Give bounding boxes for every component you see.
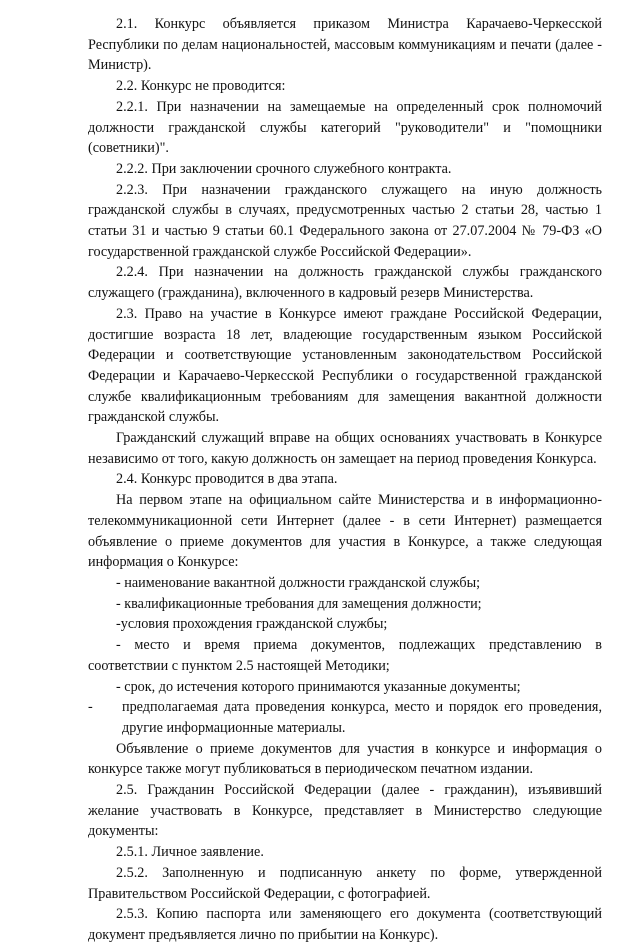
list-item-expected-date-text: предполагаемая дата проведения конкурса, место и порядок его проведения, другие информационные материалы. xyxy=(122,699,602,736)
paragraph-2-2-1: 2.2.1. При назначении на замещаемые на определенный срок полномочий должности гражданской службы категорий "руководители" и "помощники (советники)". xyxy=(88,98,602,157)
paragraph-civil-servant: Гражданский служащий вправе на общих основаниях участвовать в Конкурсе независимо от того, какую должность он замещает на период проведения Конкурса. xyxy=(88,430,602,467)
paragraph-2-5: 2.5. Гражданин Российской Федерации (далее - гражданин), изъявивший желание участвовать в Конкурсе, представляет в Министерство следующие документы: xyxy=(88,782,602,840)
list-item-vacancy-name: - наименование вакантной должности гражданской службы; xyxy=(116,574,481,591)
paragraph-2-5-3: 2.5.3. Копию паспорта или заменяющего его документа (соответствующий документ предъявляется лично по прибытии на Конкурс). xyxy=(88,906,602,943)
paragraph-2-1: 2.1. Конкурс объявляется приказом Министра Карачаево-Черкесской Республики по делам национальностей, массовым коммуникациям и печати (далее - Министр). xyxy=(88,16,602,74)
paragraph-announcement: Объявление о приеме документов для участия в конкурсе и информация о конкурсе также могут публиковаться в периодическом печатном издании. xyxy=(88,740,602,778)
list-dash: - xyxy=(88,699,93,716)
paragraph-2-2: 2.2. Конкурс не проводится: xyxy=(116,78,286,95)
list-item-qualification: - квалификационные требования для замещения должности; xyxy=(116,595,482,612)
paragraph-2-2-3: 2.2.3. При назначении гражданского служащего на иную должность гражданской службы в случаях, предусмотренных частью 2 статьи 28, частью 1 статьи 31 и частью 9 статьи 60.1 Федерального закона от 27.07.2004 № 79-ФЗ «О государственной гражданской службе Российской Федерации». xyxy=(88,181,602,260)
list-item-conditions: -условия прохождения гражданской службы; xyxy=(116,616,388,633)
paragraph-2-2-2: 2.2.2. При заключении срочного служебного контракта. xyxy=(116,160,452,177)
paragraph-2-5-2: 2.5.2. Заполненную и подписанную анкету по форме, утвержденной Правительством Российской Федерации, с фотографией. xyxy=(88,864,602,902)
paragraph-2-4: 2.4. Конкурс проводится в два этапа. xyxy=(116,471,338,488)
paragraph-2-5-1: 2.5.1. Личное заявление. xyxy=(116,844,264,861)
paragraph-first-stage: На первом этапе на официальном сайте Министерства и в информационно-телекоммуникационной сети Интернет (далее - в сети Интернет) размещается объявление о приеме документов для участия в Конкурсе, а также следующая информация о Конкурсе: xyxy=(88,492,602,571)
paragraph-2-3: 2.3. Право на участие в Конкурсе имеют граждане Российской Федерации, достигшие возраста 18 лет, владеющие государственным языком Российской Федерации и соответствующие установленным законодательством Российской Федерации и Карачаево-Черкесской Республики о государственной гражданской службе квалификационным требованиям для замещения вакантной должности гражданской службы. xyxy=(88,305,602,426)
paragraph-2-2-4: 2.2.4. При назначении на должность гражданской службы гражданского служащего (гражданина), включенного в кадровый резерв Министерства. xyxy=(88,264,602,302)
list-item-place-time: - место и время приема документов, подлежащих представлению в соответствии с пунктом 2.5 настоящей Методики; xyxy=(88,637,602,674)
list-item-expected-date xyxy=(88,697,602,738)
list-item-deadline: - срок, до истечения которого принимаются указанные документы; xyxy=(116,678,521,695)
document-page xyxy=(88,14,602,946)
